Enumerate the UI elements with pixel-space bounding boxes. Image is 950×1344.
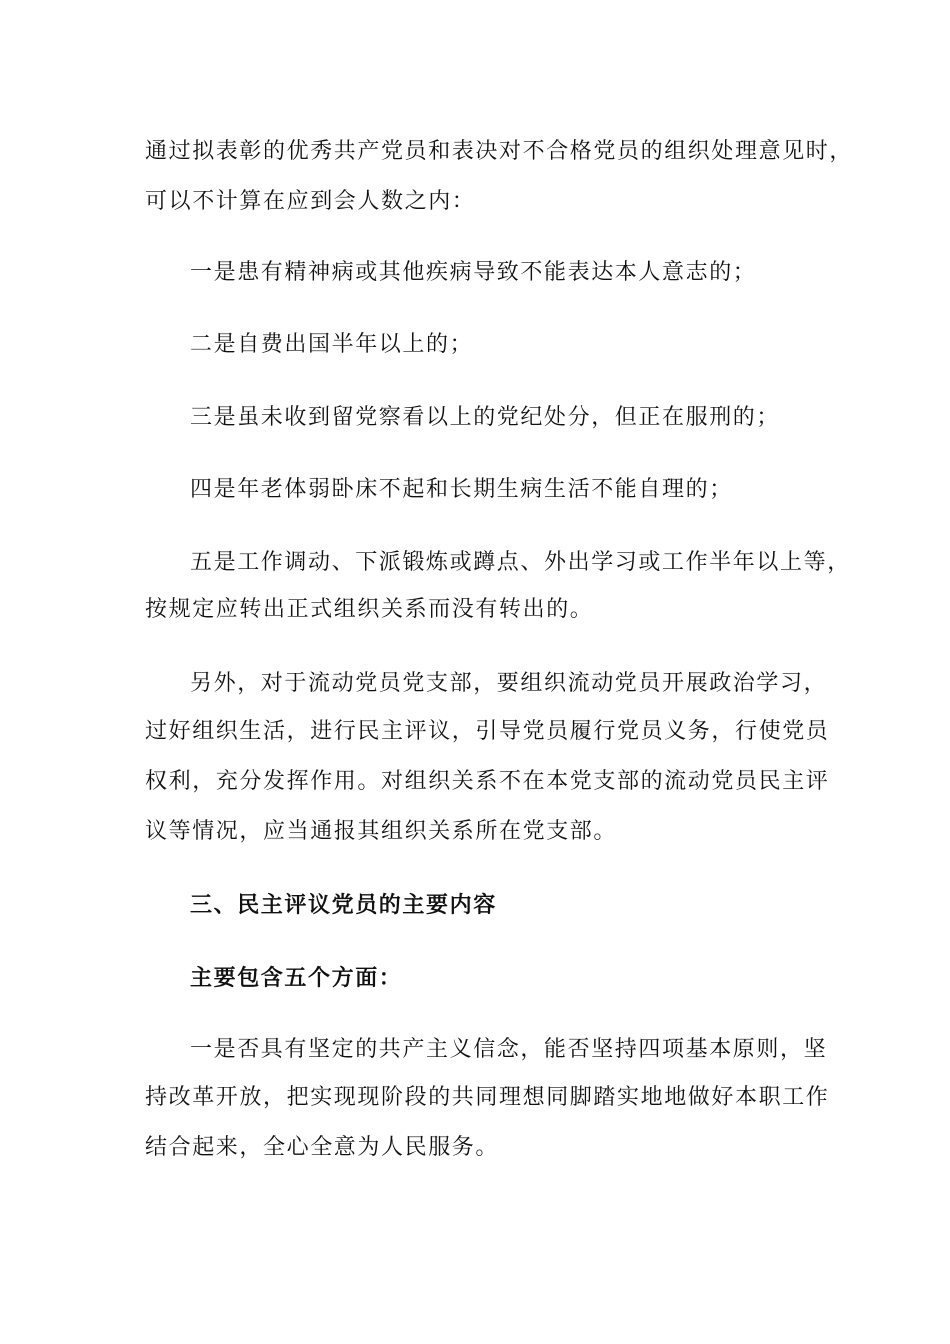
list-item-one: 一是患有精神病或其他疾病导致不能表达本人意志的； [190, 260, 757, 285]
section-heading: 三、民主评议党员的主要内容 [190, 892, 497, 918]
list-item-five: 五是工作调动、下派锻炼或蹲点、外出学习或工作半年以上等， [190, 550, 851, 575]
paragraph-line: 过好组织生活，进行民主评议，引导党员履行党员义务，行使党员 [145, 719, 830, 744]
list-item-three: 三是虽未收到留党察看以上的党纪处分，但正在服刑的； [190, 405, 781, 430]
paragraph-line: 另外，对于流动党员党支部，要组织流动党员开展政治学习， [190, 671, 828, 696]
paragraph-line: 一是否具有坚定的共产主义信念，能否坚持四项基本原则，坚 [190, 1037, 828, 1062]
paragraph-line: 可以不计算在应到会人数之内： [145, 189, 476, 214]
paragraph-line: 通过拟表彰的优秀共产党员和表决对不合格党员的组织处理意见时， [145, 139, 854, 164]
paragraph-line: 结合起来，全心全意为人民服务。 [145, 1135, 500, 1160]
subheading: 主要包含五个方面： [190, 965, 403, 991]
paragraph-line: 权利，充分发挥作用。对组织关系不在本党支部的流动党员民主评 [145, 769, 830, 794]
paragraph-line: 持改革开放，把实现现阶段的共同理想同脚踏实地地做好本职工作 [145, 1085, 830, 1110]
list-item-four: 四是年老体弱卧床不起和长期生病生活不能自理的； [190, 477, 733, 502]
paragraph-line: 议等情况，应当通报其组织关系所在党支部。 [145, 819, 618, 844]
list-item-five-continued: 按规定应转出正式组织关系而没有转出的。 [145, 597, 594, 622]
list-item-two: 二是自费出国半年以上的； [190, 332, 474, 357]
